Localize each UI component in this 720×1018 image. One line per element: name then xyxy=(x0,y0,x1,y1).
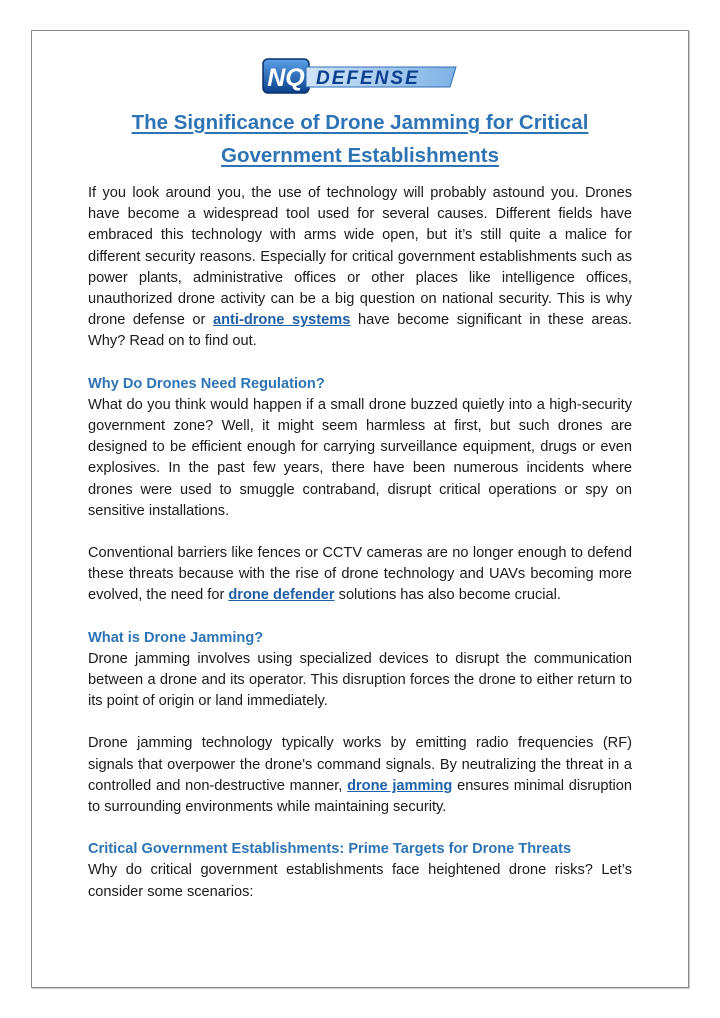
jamming-paragraph: Drone jamming involves using specialized devices to disrupt the communication between a drone and its operator. This disruption forces the drone to either return to its point of origin or land immediately. xyxy=(88,650,632,710)
regulation-paragraph: What do you think would happen if a small drone buzzed quietly into a high-security government zone? Well, it might seem harmless at first, but such drones are designed to be efficient enough for carrying surveillance equipment, drugs or even explosives. In the past few years, there have been numerous incidents where drones were used to smuggle contraband, disrupt critical operations or spy on sensitive installations. xyxy=(88,396,632,519)
rf-paragraph xyxy=(88,733,632,818)
article-body xyxy=(88,183,632,903)
intro-text: If you look around you, the use of technology will probably astound you. Drones have become a widespread tool used for several causes. Different fields have embraced this technology with arms wide open, but it’s still quite a malice for different security reasons. Especially for critical government establishments such as power plants, administrative offices or other places like intelligence offices, unauthorized drone activity can be a big question on national security. This is why drone defense or xyxy=(88,185,632,329)
section-heading-regulation: Why Do Drones Need Regulation? xyxy=(88,375,325,392)
intro-paragraph xyxy=(88,183,632,353)
nq-defense-logo xyxy=(262,57,458,95)
rf-text-end: ensures minimal disruption to surrounding environments while maintaining security. xyxy=(88,777,632,816)
barriers-text-end: solutions has also become crucial. xyxy=(334,587,561,604)
drone-jamming-link[interactable]: drone jamming xyxy=(347,777,453,794)
logo-text-nq: NQ xyxy=(267,64,305,92)
section-heading-jamming: What is Drone Jamming? xyxy=(88,629,264,646)
page-title: The Significance of Drone Jamming for Critical Government Establishments xyxy=(131,111,589,167)
intro-text-end: have become significant in these areas. Why? Read on to find out. xyxy=(88,312,632,350)
anti-drone-systems-link[interactable]: anti-drone systems xyxy=(213,312,351,329)
logo-text-defense: DEFENSE xyxy=(316,68,420,89)
barriers-paragraph xyxy=(88,543,632,607)
rf-text: Drone jamming technology typically works by emitting radio frequencies (RF) signals that overpower the drone's command signals. By neutralizing the threat in a controlled and non-destructive manner, xyxy=(88,735,632,794)
barriers-text: Conventional barriers like fences or CCTV cameras are no longer enough to defend these threats because with the rise of drone technology and UAVs becoming more evolved, the need for xyxy=(88,545,632,604)
targets-paragraph: Why do critical government establishments face heightened drone risks? Let’s consider some scenarios: xyxy=(88,862,632,900)
drone-defender-link[interactable]: drone defender xyxy=(228,587,335,604)
section-heading-targets: Critical Government Establishments: Prime Targets for Drone Threats xyxy=(88,841,572,858)
